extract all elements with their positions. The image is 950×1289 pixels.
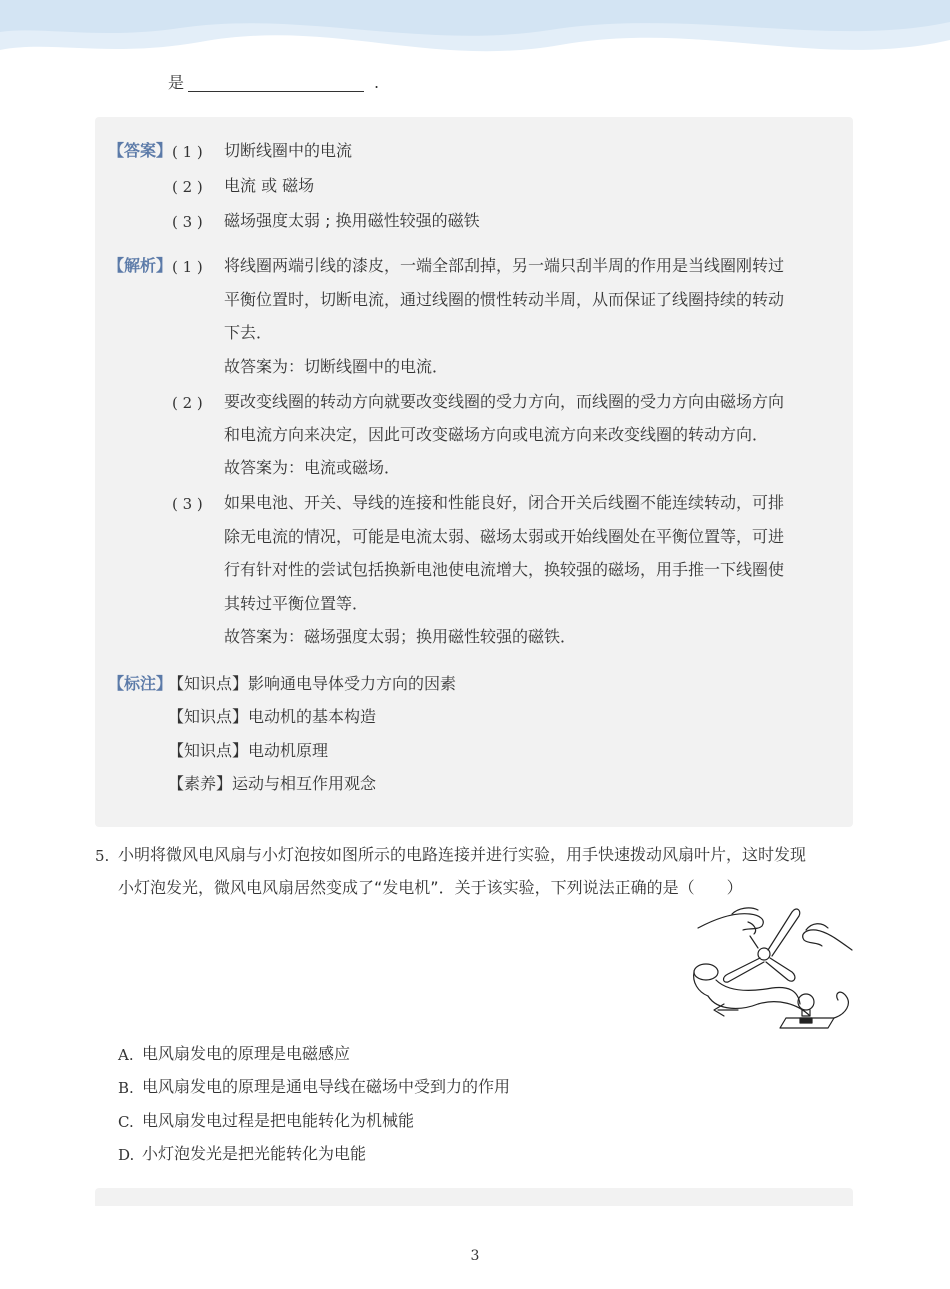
notes-tag: 【标注】 xyxy=(108,674,173,693)
option-a-label: A. xyxy=(118,1046,134,1064)
option-d-text[interactable]: 小灯泡发光是把光能转化为电能 xyxy=(142,1144,367,1163)
option-d-label: D. xyxy=(118,1146,135,1164)
page-number: 3 xyxy=(470,1248,480,1264)
analysis-1-line: 将线圈两端引线的漆皮，一端全部刮掉，另一端只刮半周的作用是当线圈刚转过 xyxy=(224,256,785,275)
question-number: 5. xyxy=(95,847,110,865)
answer-1-text: 切断线圈中的电流 xyxy=(224,141,353,160)
analysis-2-line: 和电流方向来决定，因此可改变磁场方向或电流方向来改变线圈的转动方向． xyxy=(224,425,769,444)
analysis-1-line: 下去． xyxy=(224,323,273,342)
answer-tag: 【答案】 xyxy=(108,141,173,160)
header-wave-decoration xyxy=(0,0,950,70)
question-stem-line: 小明将微风电风扇与小灯泡按如图所示的电路连接并进行实验，用手快速拨动风扇叶片，这时发现 xyxy=(118,845,807,864)
answer-2-text: 电流 或 磁场 xyxy=(224,176,315,195)
option-c-label: C. xyxy=(118,1113,134,1131)
analysis-2-conclusion: 故答案为：电流或磁场． xyxy=(224,458,401,477)
analysis-3-conclusion: 故答案为：磁场强度太弱；换用磁性较强的磁铁． xyxy=(224,627,577,646)
note-item: 【知识点】电动机原理 xyxy=(168,741,329,760)
fan-generator-circuit-figure xyxy=(688,900,856,1040)
blank-suffix: . xyxy=(374,73,380,92)
next-solution-panel xyxy=(95,1188,853,1206)
analysis-3-line: 行有针对性的尝试包括换新电池使电流增大，换较强的磁场，用手推一下线圈使 xyxy=(224,560,785,579)
analysis-2-number: ( 2 ) xyxy=(172,394,203,412)
note-item: 【知识点】影响通电导体受力方向的因素 xyxy=(168,674,457,693)
analysis-1-conclusion: 故答案为：切断线圈中的电流． xyxy=(224,357,449,376)
analysis-tag: 【解析】 xyxy=(108,256,173,275)
option-b-text[interactable]: 电风扇发电的原理是通电导线在磁场中受到力的作用 xyxy=(142,1077,511,1096)
analysis-3-line: 其转过平衡位置等． xyxy=(224,594,369,613)
analysis-3-line: 除无电流的情况，可能是电流太弱、磁场太弱或开始线圈处在平衡位置等，可进 xyxy=(224,527,785,546)
note-item: 【素养】运动与相互作用观念 xyxy=(168,774,377,793)
analysis-1-line: 平衡位置时，切断电流，通过线圈的惯性转动半周，从而保证了线圈持续的转动 xyxy=(224,290,785,309)
analysis-2-line: 要改变线圈的转动方向就要改变线圈的受力方向，而线圈的受力方向由磁场方向 xyxy=(224,392,785,411)
analysis-3-number: ( 3 ) xyxy=(172,495,203,513)
previous-question-blank-line xyxy=(168,72,379,94)
answer-1-number: ( 1 ) xyxy=(172,143,203,161)
answer-blank xyxy=(188,76,364,92)
answer-2-number: ( 2 ) xyxy=(172,178,203,196)
option-a-text[interactable]: 电风扇发电的原理是电磁感应 xyxy=(142,1044,351,1063)
analysis-1-number: ( 1 ) xyxy=(172,258,203,276)
answer-3-number: ( 3 ) xyxy=(172,213,203,231)
answer-3-text: 磁场强度太弱 ; 换用磁性较强的磁铁 xyxy=(224,211,480,230)
option-c-text[interactable]: 电风扇发电过程是把电能转化为机械能 xyxy=(142,1111,415,1130)
option-b-label: B. xyxy=(118,1079,134,1097)
note-item: 【知识点】电动机的基本构造 xyxy=(168,707,377,726)
question-stem-line: 小灯泡发光，微风电风扇居然变成了“发电机”．关于该实验，下列说法正确的是（ ） xyxy=(118,878,743,897)
analysis-3-line: 如果电池、开关、导线的连接和性能良好，闭合开关后线圈不能连续转动，可排 xyxy=(224,493,785,512)
blank-prefix: 是 xyxy=(168,73,185,92)
